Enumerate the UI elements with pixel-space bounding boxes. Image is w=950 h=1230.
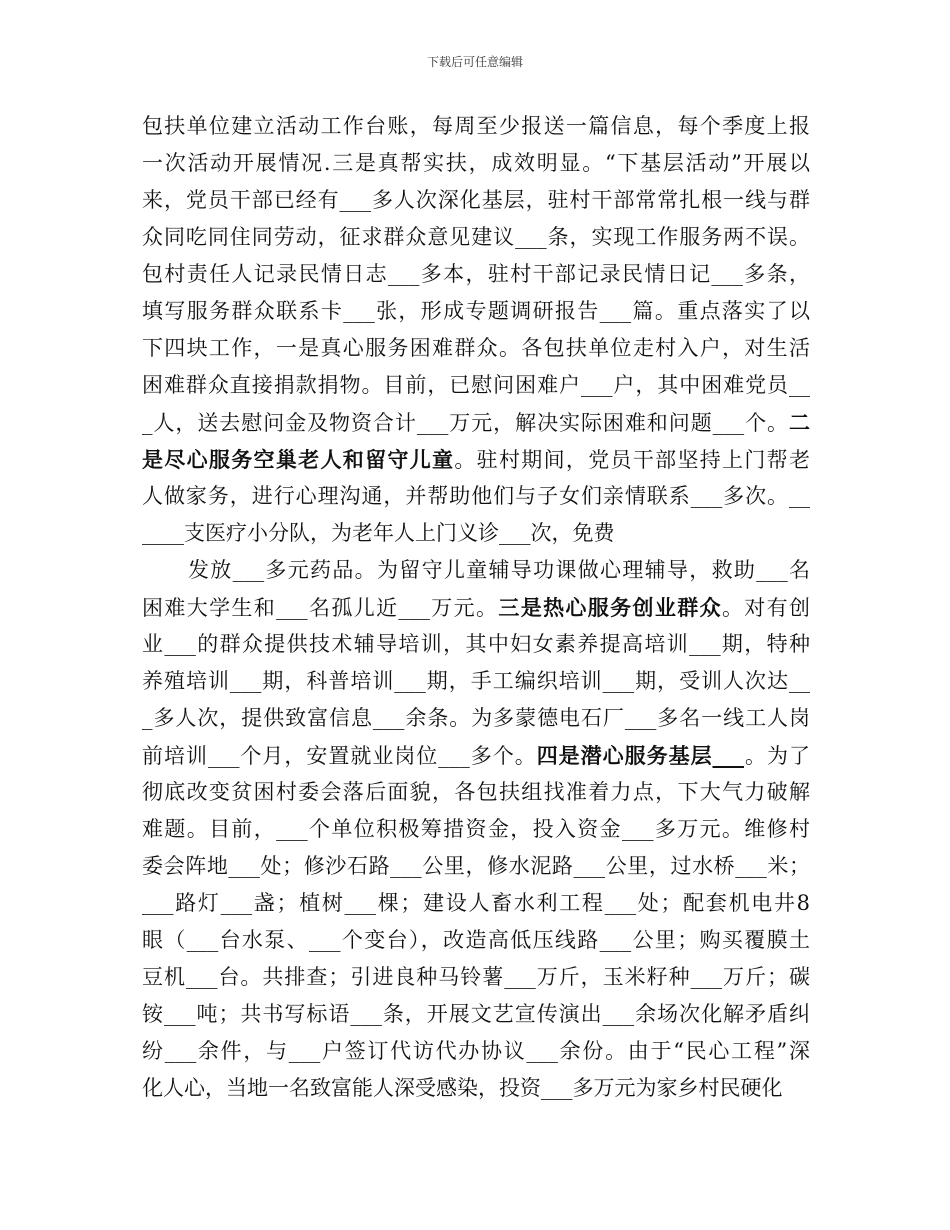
bold-text-run: 是尽心服务空巢老人和留守儿童 xyxy=(142,447,455,472)
text-line xyxy=(142,293,810,330)
text-run: ___路灯___盏；植树___棵；建设人畜水利工程___处；配套机电井8 xyxy=(142,891,810,915)
paragraph xyxy=(142,552,810,1107)
text-line xyxy=(142,552,810,589)
text-run: 。对有创 xyxy=(721,596,811,620)
page-header: 下载后可任意编辑 xyxy=(426,55,523,69)
text-run: 豆机___台。共排查；引进良种马铃薯___万斤，玉米籽种___万斤；碳 xyxy=(142,965,810,989)
text-line xyxy=(142,959,810,996)
text-line xyxy=(142,478,810,515)
text-run: 困难大学生和___名孤儿近___万元。 xyxy=(142,596,499,620)
text-line xyxy=(142,774,810,811)
text-run: 包扶单位建立活动工作台账，每周至少报送一篇信息，每个季度上报 xyxy=(142,114,810,138)
paragraph xyxy=(142,108,810,552)
text-run: 前培训___个月，安置就业岗位___多个。 xyxy=(142,744,537,768)
text-line xyxy=(142,700,810,737)
text-run: 一次活动开展情况.三是真帮实扶，成效明显。“下基层活动”开展以 xyxy=(142,151,810,175)
text-run: 人做家务，进行心理沟通，并帮助他们与子女们亲情联系___多次。__ xyxy=(142,484,810,508)
text-run: 养殖培训___期，科普培训___期，手工编织培训___期，受训人次达__ xyxy=(142,669,810,693)
text-run: 填写服务群众联系卡___张，形成专题调研报告___篇。重点落实了以 xyxy=(142,299,810,323)
bold-text-run: 三是热心服务创业群众 xyxy=(498,595,722,620)
text-run: 众同吃同住同劳动，征求群众意见建议___条，实现工作服务两不误。 xyxy=(142,225,810,249)
text-line xyxy=(142,182,810,219)
text-line xyxy=(142,811,810,848)
text-line xyxy=(142,737,810,774)
text-run: 包村责任人记录民情日志___多本，驻村干部记录民情日记___多条， xyxy=(142,262,810,286)
text-run: 困难群众直接捐款捐物。目前，已慰问困难户___户，其中困难党员__ xyxy=(142,373,810,397)
text-run: 化人心，当地一名致富能人深受感染，投资___多万元为家乡村民硬化 xyxy=(142,1076,783,1100)
text-run: 来，党员干部已经有___多人次深化基层，驻村干部常常扎根一线与群 xyxy=(142,188,810,212)
text-line xyxy=(142,256,810,293)
text-line xyxy=(142,996,810,1033)
text-line xyxy=(142,1070,810,1107)
text-line xyxy=(142,367,810,404)
text-line xyxy=(142,145,810,182)
text-line xyxy=(142,626,810,663)
text-run: ____支医疗小分队，为老年人上门义诊___次，免费 xyxy=(142,521,615,545)
text-run: 纷___余件，与___户签订代访代办协议___余份。由于“民心工程”深 xyxy=(142,1039,810,1063)
text-line xyxy=(142,885,810,922)
text-run: 。驻村期间，党员干部坚持上门帮老 xyxy=(454,448,810,472)
text-run: 眼（___台水泵、___个变台），改造高低压线路___公里；购买覆膜土 xyxy=(142,928,810,952)
text-line xyxy=(142,108,810,145)
text-run: 彻底改变贫困村委会落后面貌，各包扶组找准着力点，下大气力破解 xyxy=(142,780,810,804)
text-run: 发放___多元药品。为留守儿童辅导功课做心理辅导，救助___名 xyxy=(188,558,810,582)
text-line xyxy=(142,922,810,959)
text-line xyxy=(142,1033,810,1070)
text-run: _人，送去慰问金及物资合计___万元，解决实际困难和问题___个。 xyxy=(142,411,789,435)
text-line xyxy=(142,848,810,885)
text-line xyxy=(142,515,810,552)
text-run: 铵___吨；共书写标语___条，开展文艺宣传演出___余场次化解矛盾纠 xyxy=(142,1002,810,1026)
text-run: 。为了 xyxy=(744,744,811,768)
text-line xyxy=(142,219,810,256)
bold-text-run: 二 xyxy=(789,410,810,435)
text-line xyxy=(142,589,810,626)
text-line xyxy=(142,441,810,478)
text-run: 业___的群众提供技术辅导培训，其中妇女素养提高培训___期，特种 xyxy=(142,632,810,656)
bold-text-run: 四是潜心服务基层___ xyxy=(536,743,745,768)
text-line xyxy=(142,663,810,700)
text-line xyxy=(142,330,810,367)
text-line xyxy=(142,404,810,441)
text-run: 委会阵地___处；修沙石路___公里，修水泥路___公里，过水桥___米； xyxy=(142,854,810,878)
document-body xyxy=(142,108,810,1107)
text-run: _多人次，提供致富信息___余条。为多蒙德电石厂___多名一线工人岗 xyxy=(142,706,810,730)
text-run: 下四块工作，一是真心服务困难群众。各包扶单位走村入户，对生活 xyxy=(142,336,810,360)
text-run: 难题。目前，___个单位积极筹措资金，投入资金___多万元。维修村 xyxy=(142,817,810,841)
